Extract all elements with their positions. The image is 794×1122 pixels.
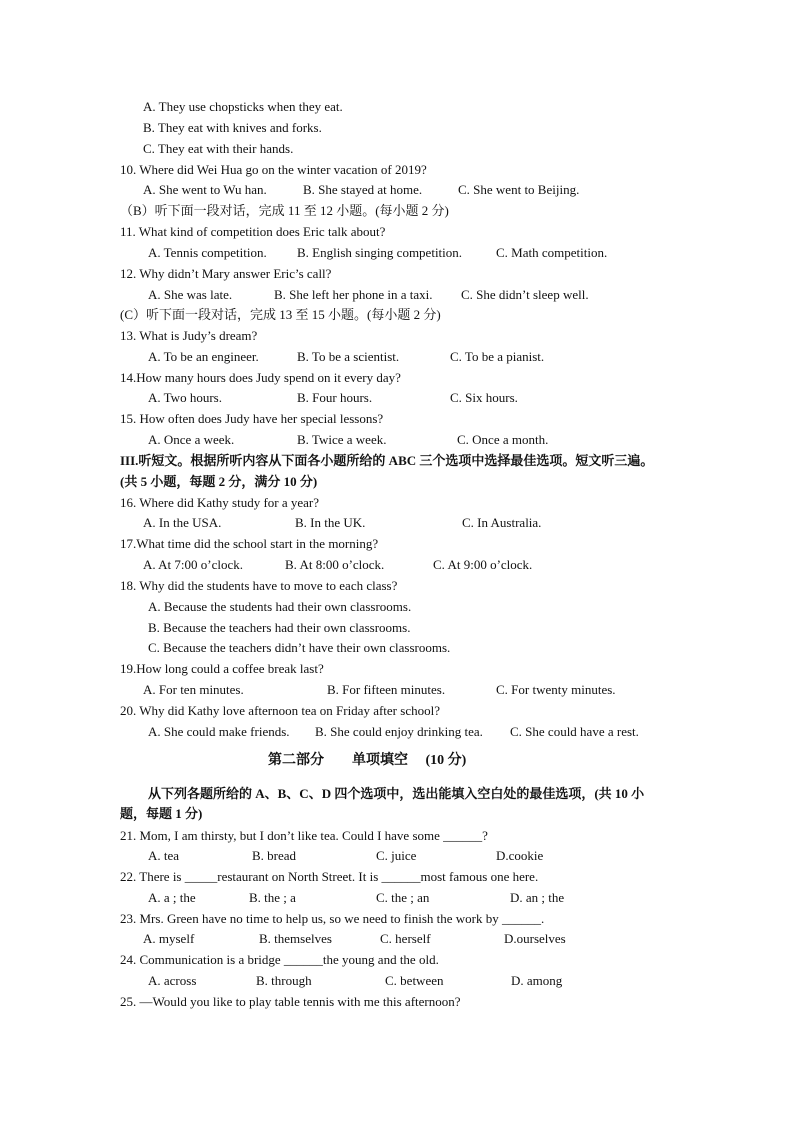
option-a: A. For ten minutes. [143,682,244,697]
option-b: B. English singing competition. [297,245,463,260]
option-b: B. At 8:00 o’clock. [285,557,385,572]
option-b: B. bread [252,848,297,863]
section-iii-heading: III.听短文。根据所听内容从下面各小题所给的 ABC 三个选项中选择最佳选项。短文听三遍。 [120,453,654,468]
question-15: 15. How often does Judy have her special lessons? [120,411,384,426]
question-25: 25. —Would you like to play table tennis with me this afternoon? [120,994,461,1009]
option-c: C. Because the teachers didn’t have their own classrooms. [148,640,451,655]
option-d: D.cookie [496,848,544,863]
options-19 [143,682,703,698]
option-a: A. Because the students had their own classrooms. [148,599,412,614]
question-22: 22. There is _____restaurant on North Street. It is ______most famous one here. [120,869,539,884]
section-b-heading: （B）听下面一段对话，完成 11 至 12 小题。(每小题 2 分) [120,203,449,218]
option-a: A. a ; the [148,890,196,905]
options-11 [148,245,708,261]
option-b: B. Twice a week. [297,432,387,447]
option-b: B. the ; a [249,890,296,905]
options-12 [148,287,708,303]
option-a: A. She went to Wu han. [143,182,267,197]
options-24 [148,973,708,989]
option-a: A. In the USA. [143,515,222,530]
options-10 [143,182,703,198]
option-d: D. an ; the [510,890,565,905]
option-c: C. between [385,973,444,988]
option-c: C. She could have a rest. [510,724,639,739]
option-b: B. through [256,973,312,988]
question-14: 14.How many hours does Judy spend on it every day? [120,370,401,385]
option-c: C. Math competition. [496,245,608,260]
option-b: B. She could enjoy drinking tea. [315,724,483,739]
options-14 [148,390,708,406]
option-b: B. She left her phone in a taxi. [274,287,433,302]
option-b: B. Four hours. [297,390,373,405]
option-b: B. In the UK. [295,515,366,530]
option-c: C. For twenty minutes. [496,682,616,697]
options-16 [143,515,703,531]
options-20 [148,724,708,740]
option-a: A. To be an engineer. [148,349,259,364]
question-17: 17.What time did the school start in the morning? [120,536,379,551]
question-18: 18. Why did the students have to move to each class? [120,578,398,593]
option-a: A. tea [148,848,180,863]
option-a: A. across [148,973,197,988]
option-b: B. To be a scientist. [297,349,400,364]
option-a: A. myself [143,931,195,946]
option-a: A. Tennis competition. [148,245,267,260]
option-c: C. Six hours. [450,390,518,405]
section-c-heading: (C）听下面一段对话，完成 13 至 15 小题。(每小题 2 分) [120,307,441,322]
option-c: C. the ; an [376,890,430,905]
question-16: 16. Where did Kathy study for a year? [120,495,320,510]
option-b: B. themselves [259,931,332,946]
option-c: C. In Australia. [462,515,542,530]
option-c: C. She didn’t sleep well. [461,287,589,302]
question-23: 23. Mrs. Green have no time to help us, so we need to finish the work by ______. [120,911,545,926]
question-10: 10. Where did Wei Hua go on the winter vacation of 2019? [120,162,427,177]
option-d: D. among [511,973,563,988]
question-11: 11. What kind of competition does Eric talk about? [120,224,386,239]
option-a: A. Once a week. [148,432,235,447]
options-23 [143,931,703,947]
option-line: A. They use chopsticks when they eat. [143,99,343,114]
question-24: 24. Communication is a bridge ______the young and the old. [120,952,439,967]
options-15 [148,432,708,448]
question-12: 12. Why didn’t Mary answer Eric’s call? [120,266,332,281]
option-c: C. To be a pianist. [450,349,545,364]
option-b: B. She stayed at home. [303,182,423,197]
options-13 [148,349,708,365]
part-two-title: 第二部分 单项填空 (10 分) [268,753,467,768]
option-b: B. Because the teachers had their own classrooms. [148,620,411,635]
option-a: A. She was late. [148,287,233,302]
option-c: C. At 9:00 o’clock. [433,557,533,572]
option-c: C. She went to Beijing. [458,182,580,197]
option-c: C. herself [380,931,431,946]
option-b: B. For fifteen minutes. [327,682,446,697]
options-22 [148,890,708,906]
option-d: D.ourselves [504,931,566,946]
option-a: A. At 7:00 o’clock. [143,557,244,572]
section-iii-scoring: (共 5 小题，每题 2 分，满分 10 分) [120,474,318,489]
question-21: 21. Mom, I am thirsty, but I don’t like tea. Could I have some ______? [120,828,488,843]
option-a: A. She could make friends. [148,724,290,739]
question-20: 20. Why did Kathy love afternoon tea on Friday after school? [120,703,440,718]
options-17 [143,557,703,573]
option-c: C. juice [376,848,417,863]
question-19: 19.How long could a coffee break last? [120,661,324,676]
part-two-instructions-cont: 题，每题 1 分) [120,806,203,821]
option-line: C. They eat with their hands. [143,141,294,156]
option-a: A. Two hours. [148,390,222,405]
option-c: C. Once a month. [457,432,549,447]
options-21 [148,848,708,864]
option-line: B. They eat with knives and forks. [143,120,322,135]
question-13: 13. What is Judy’s dream? [120,328,258,343]
part-two-instructions: 从下列各题所给的 A、B、C、D 四个选项中，选出能填入空白处的最佳选项，(共 10 小 [148,786,645,801]
